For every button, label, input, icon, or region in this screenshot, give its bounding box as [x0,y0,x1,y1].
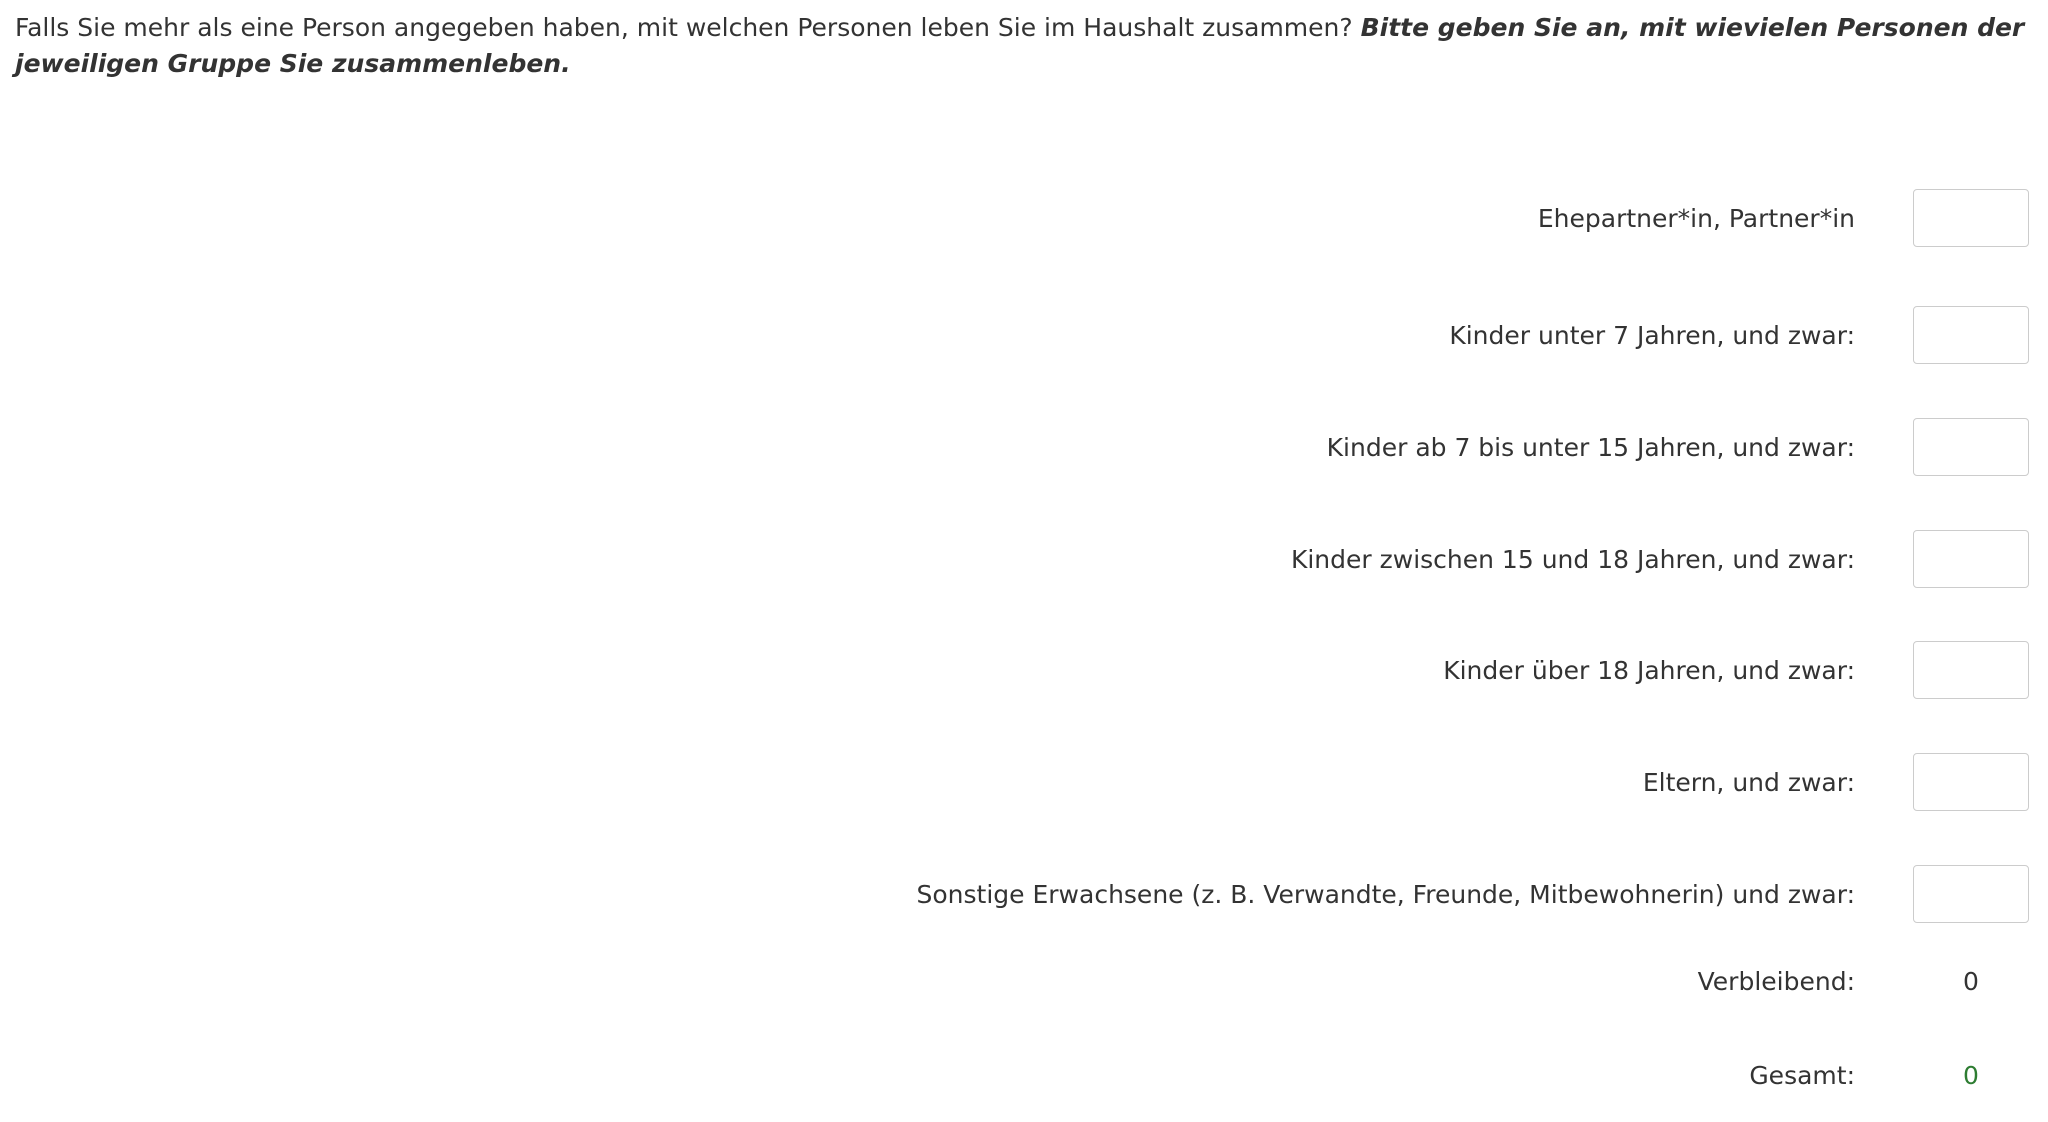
total-label: Gesamt: [1749,1061,1855,1090]
row-children-over-18 [0,641,2048,701]
count-input-parents[interactable] [1913,753,2029,811]
row-label-children-under-7: Kinder unter 7 Jahren, und zwar: [1449,321,1855,350]
row-label-other-adults: Sonstige Erwachsene (z. B. Verwandte, Freunde, Mitbewohnerin) und zwar: [916,880,1855,909]
row-other-adults [0,865,2048,925]
row-label-children-7-to-15: Kinder ab 7 bis unter 15 Jahren, und zwar: [1326,433,1855,462]
row-label-children-over-18: Kinder über 18 Jahren, und zwar: [1443,656,1855,685]
count-input-children-15-to-18[interactable] [1913,530,2029,588]
row-partner [0,189,2048,249]
total-value: 0 [1963,1061,1979,1090]
row-children-15-to-18 [0,530,2048,590]
row-children-under-7 [0,306,2048,366]
count-input-children-over-18[interactable] [1913,641,2029,699]
question-main-text: Falls Sie mehr als eine Person angegeben haben, mit welchen Personen leben Sie im Haushalt zusammen? [15,13,1361,42]
question-instruction: Bitte geben Sie an, mit wievielen Personen der jeweiligen Gruppe Sie zusammenleben. [15,13,2025,78]
row-label-children-15-to-18: Kinder zwischen 15 und 18 Jahren, und zwar: [1290,545,1855,574]
row-label-partner: Ehepartner*in, Partner*in [1537,204,1855,233]
remaining-value: 0 [1963,967,1979,996]
row-children-7-to-15 [0,418,2048,478]
count-input-partner[interactable] [1913,189,2029,247]
remaining-row [0,952,2048,1012]
row-parents [0,753,2048,813]
count-input-children-under-7[interactable] [1913,306,2029,364]
count-input-other-adults[interactable] [1913,865,2029,923]
count-input-children-7-to-15[interactable] [1913,418,2029,476]
remaining-label: Verbleibend: [1697,967,1855,996]
question-text [15,10,2035,82]
total-row [0,1046,2048,1106]
row-label-parents: Eltern, und zwar: [1642,768,1855,797]
